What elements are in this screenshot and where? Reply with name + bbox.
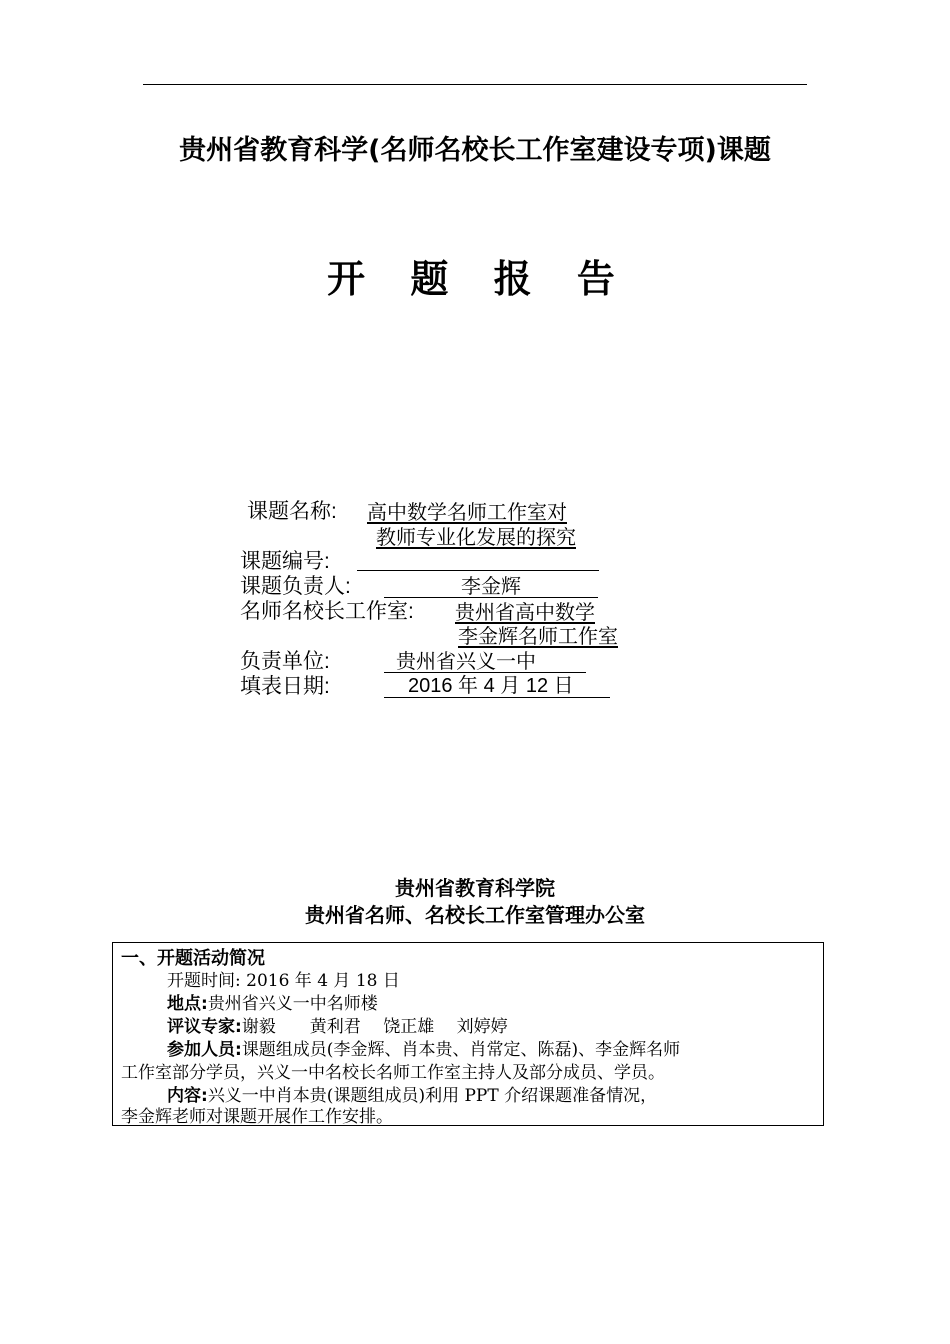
activity-content-line2: 李金辉老师对课题开展作工作安排。 xyxy=(121,1107,393,1127)
activity-experts-value: 谢毅 黄利君 饶正雄 刘婷婷 xyxy=(241,1017,508,1037)
activity-place-label: 地点: xyxy=(167,994,208,1014)
project-name-line1: 高中数学名师工作室对 xyxy=(367,500,567,524)
unit-label: 负责单位: xyxy=(240,650,330,673)
issuer-office: 贵州省名师、名校长工作室管理办公室 xyxy=(305,903,645,927)
activity-box xyxy=(112,942,824,1126)
date-value: 2016 年 4 月 12 日 xyxy=(384,675,610,698)
project-number-field xyxy=(357,550,599,571)
project-name-line2: 教师专业化发展的探究 xyxy=(376,525,576,549)
activity-time-label: 开题时间: xyxy=(167,971,241,991)
top-rule xyxy=(143,84,807,85)
activity-participants-line1: 课题组成员(李金辉、肖本贵、肖常定、陈磊)、李金辉名师 xyxy=(241,1040,681,1060)
project-name-label: 课题名称: xyxy=(247,500,337,523)
studio-label: 名师名校长工作室: xyxy=(240,600,414,623)
main-title: 贵州省教育科学(名师名校长工作室建设专项)课题 xyxy=(179,135,771,166)
activity-place xyxy=(167,993,378,1016)
activity-content xyxy=(167,1085,657,1108)
studio-line2: 李金辉名师工作室 xyxy=(458,624,618,648)
activity-participants-line2: 工作室部分学员，兴义一中名校长名师工作室主持人及部分成员、学员。 xyxy=(121,1063,665,1083)
activity-time xyxy=(167,970,400,993)
activity-participants xyxy=(167,1039,680,1062)
activity-experts-label: 评议专家: xyxy=(167,1017,242,1037)
project-number-label: 课题编号: xyxy=(240,550,330,573)
date-label: 填表日期: xyxy=(240,675,330,698)
activity-section-title: 一、开题活动简况 xyxy=(121,948,265,969)
activity-place-value: 贵州省兴义一中名师楼 xyxy=(207,994,378,1014)
activity-content-line1: 兴义一中肖本贵(课题组成员)利用 PPT 介绍课题准备情况， xyxy=(207,1086,658,1106)
activity-experts xyxy=(167,1016,508,1039)
unit-value: 贵州省兴义一中 xyxy=(384,650,586,673)
activity-time-value: 2016 年 4 月 18 日 xyxy=(246,971,400,991)
leader-value: 李金辉 xyxy=(384,575,598,598)
issuer-institute: 贵州省教育科学院 xyxy=(395,876,555,900)
activity-participants-label: 参加人员: xyxy=(167,1040,242,1060)
studio-line1: 贵州省高中数学 xyxy=(455,600,595,624)
report-title: 开 题 报 告 xyxy=(327,257,631,301)
leader-label: 课题负责人: xyxy=(240,575,351,598)
activity-content-label: 内容: xyxy=(167,1086,208,1106)
